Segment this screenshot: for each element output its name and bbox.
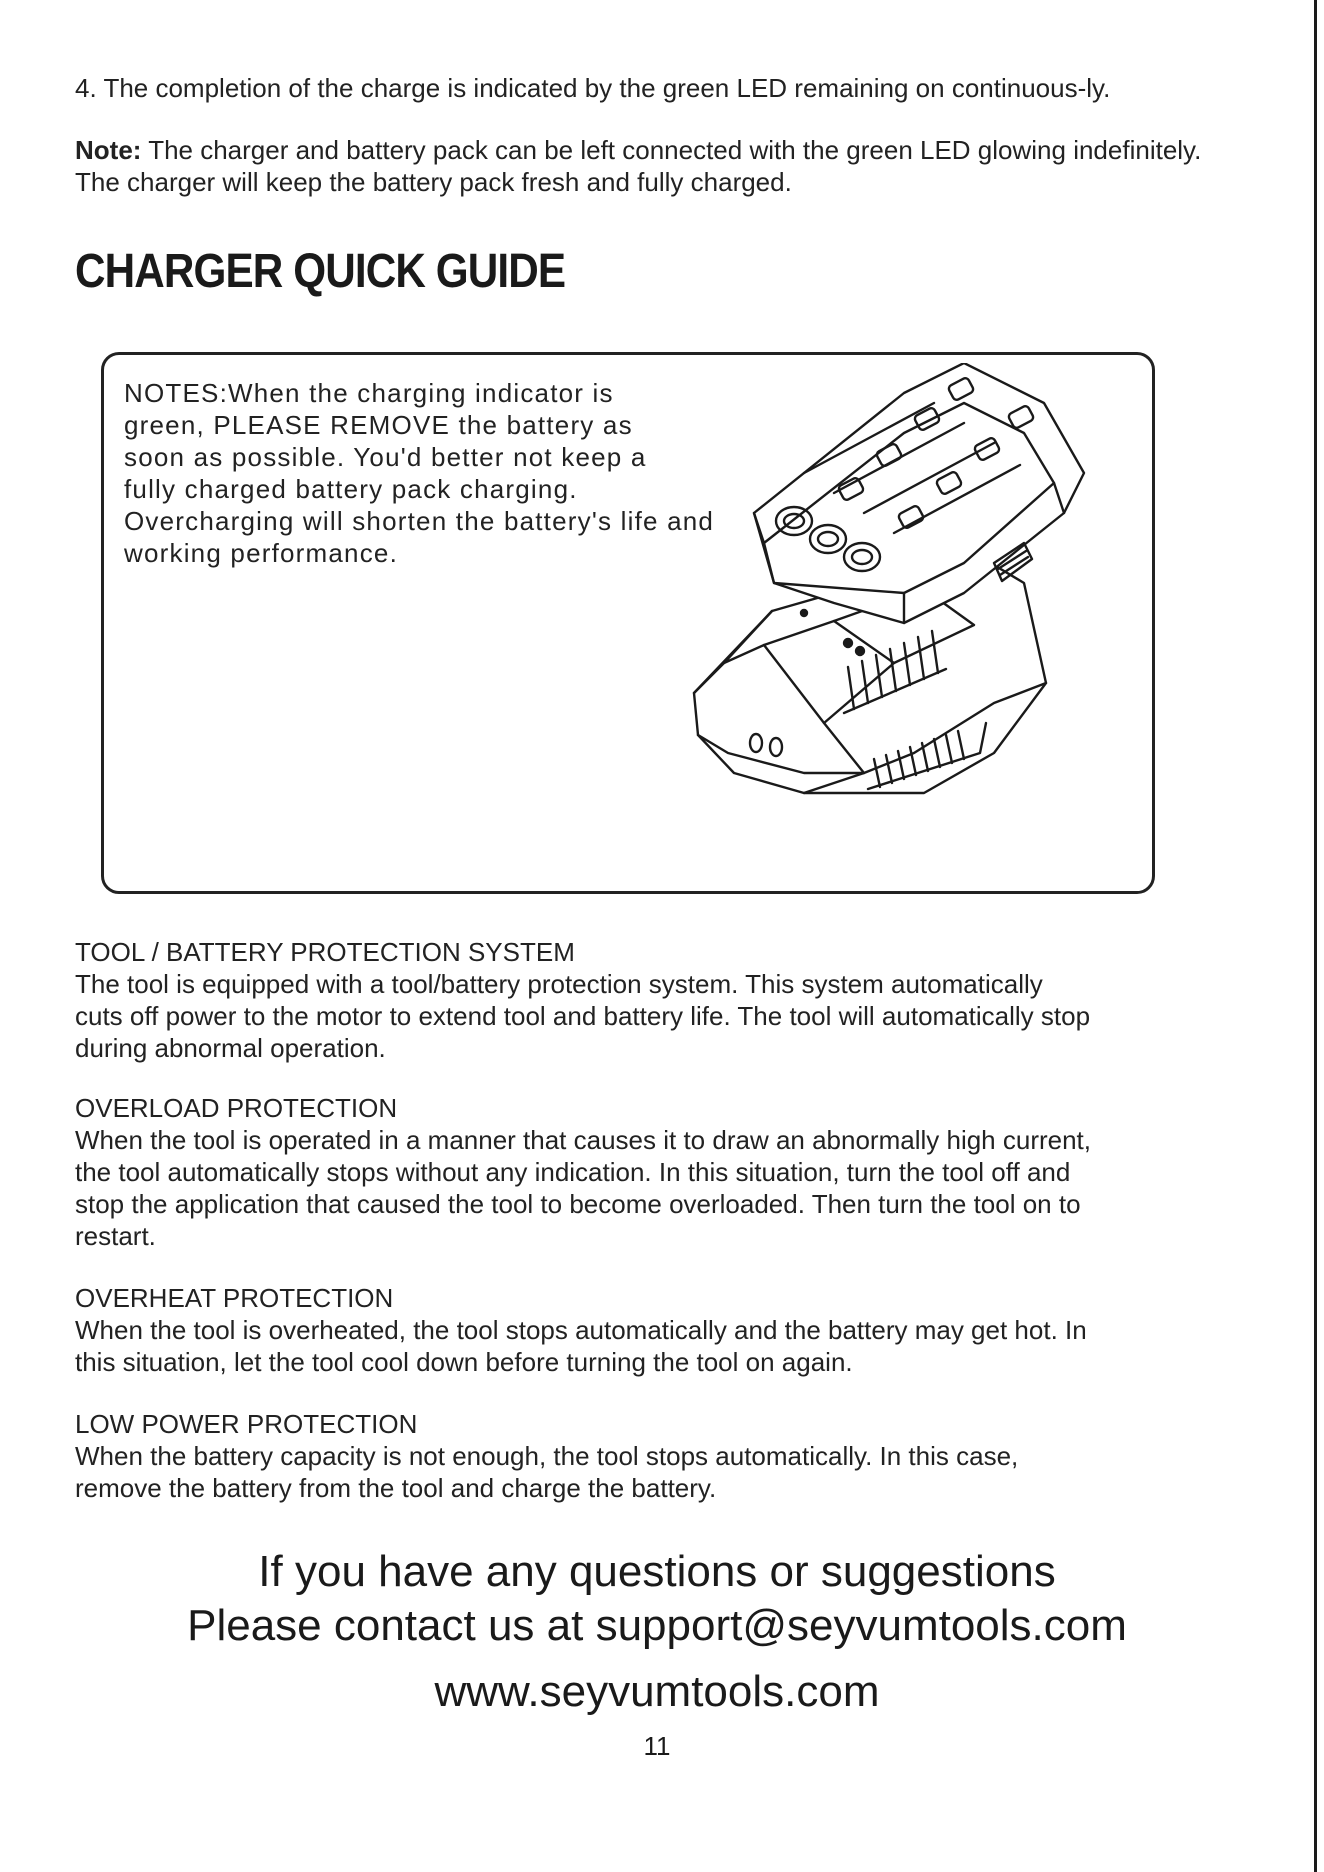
section-heading: OVERLOAD PROTECTION bbox=[75, 1093, 398, 1123]
page-number: 11 bbox=[643, 1731, 671, 1761]
charger-guide-box bbox=[101, 352, 1155, 894]
charge-completion-step: 4. The completion of the charge is indicated by the green LED remaining on continuous-ly. bbox=[75, 73, 1111, 103]
section-line: The tool is equipped with a tool/battery protection system. This system automatically bbox=[75, 969, 1043, 999]
guide-title: CHARGER QUICK GUIDE bbox=[75, 245, 566, 298]
contact-prompt: If you have any questions or suggestions bbox=[258, 1547, 1056, 1596]
tool-battery-protection-section bbox=[75, 936, 1235, 1064]
section-line: When the tool is overheated, the tool stops automatically and the battery may get hot. In bbox=[75, 1315, 1087, 1345]
overheat-protection-section bbox=[75, 1282, 1235, 1378]
section-heading: OVERHEAT PROTECTION bbox=[75, 1283, 394, 1313]
section-line: When the tool is operated in a manner that causes it to draw an abnormally high current, bbox=[75, 1125, 1092, 1155]
guide-notes-line: green, PLEASE REMOVE the battery as bbox=[124, 410, 633, 440]
section-line: restart. bbox=[75, 1221, 156, 1251]
contact-email-line: Please contact us at support@seyvumtools.com bbox=[187, 1601, 1127, 1650]
section-line: this situation, let the tool cool down before turning the tool on again. bbox=[75, 1347, 853, 1377]
guide-notes-line: soon as possible. You'd better not keep a bbox=[124, 442, 647, 472]
guide-notes-line: Overcharging will shorten the battery's life and bbox=[124, 506, 715, 536]
website-link[interactable]: www.seyvumtools.com bbox=[434, 1667, 880, 1716]
page-edge-rule bbox=[1314, 0, 1317, 1872]
battery-on-charger-illustration bbox=[664, 363, 1148, 891]
low-power-protection-section bbox=[75, 1408, 1235, 1504]
section-line: stop the application that caused the tool to become overloaded. Then turn the tool on to bbox=[75, 1189, 1081, 1219]
guide-notes-line: NOTES:When the charging indicator is bbox=[124, 378, 614, 408]
section-heading: LOW POWER PROTECTION bbox=[75, 1409, 418, 1439]
section-line: remove the battery from the tool and charge the battery. bbox=[75, 1473, 717, 1503]
charger-note bbox=[75, 134, 1225, 198]
battery-pack-icon bbox=[754, 363, 1084, 623]
section-line: the tool automatically stops without any indication. In this situation, turn the tool off and bbox=[75, 1157, 1071, 1187]
note-label: Note: bbox=[75, 135, 142, 165]
guide-notes-line: fully charged battery pack charging. bbox=[124, 474, 578, 504]
note-text: The charger and battery pack can be left connected with the green LED glowing indefinitely. The charger will keep the battery pack fresh and fully charged. bbox=[75, 135, 1202, 197]
section-line: cuts off power to the motor to extend tool and battery life. The tool will automatically stop bbox=[75, 1001, 1091, 1031]
section-line: during abnormal operation. bbox=[75, 1033, 386, 1063]
overload-protection-section bbox=[75, 1092, 1235, 1252]
guide-notes-line: working performance. bbox=[124, 538, 398, 568]
section-heading: TOOL / BATTERY PROTECTION SYSTEM bbox=[75, 937, 575, 967]
section-line: When the battery capacity is not enough, the tool stops automatically. In this case, bbox=[75, 1441, 1019, 1471]
